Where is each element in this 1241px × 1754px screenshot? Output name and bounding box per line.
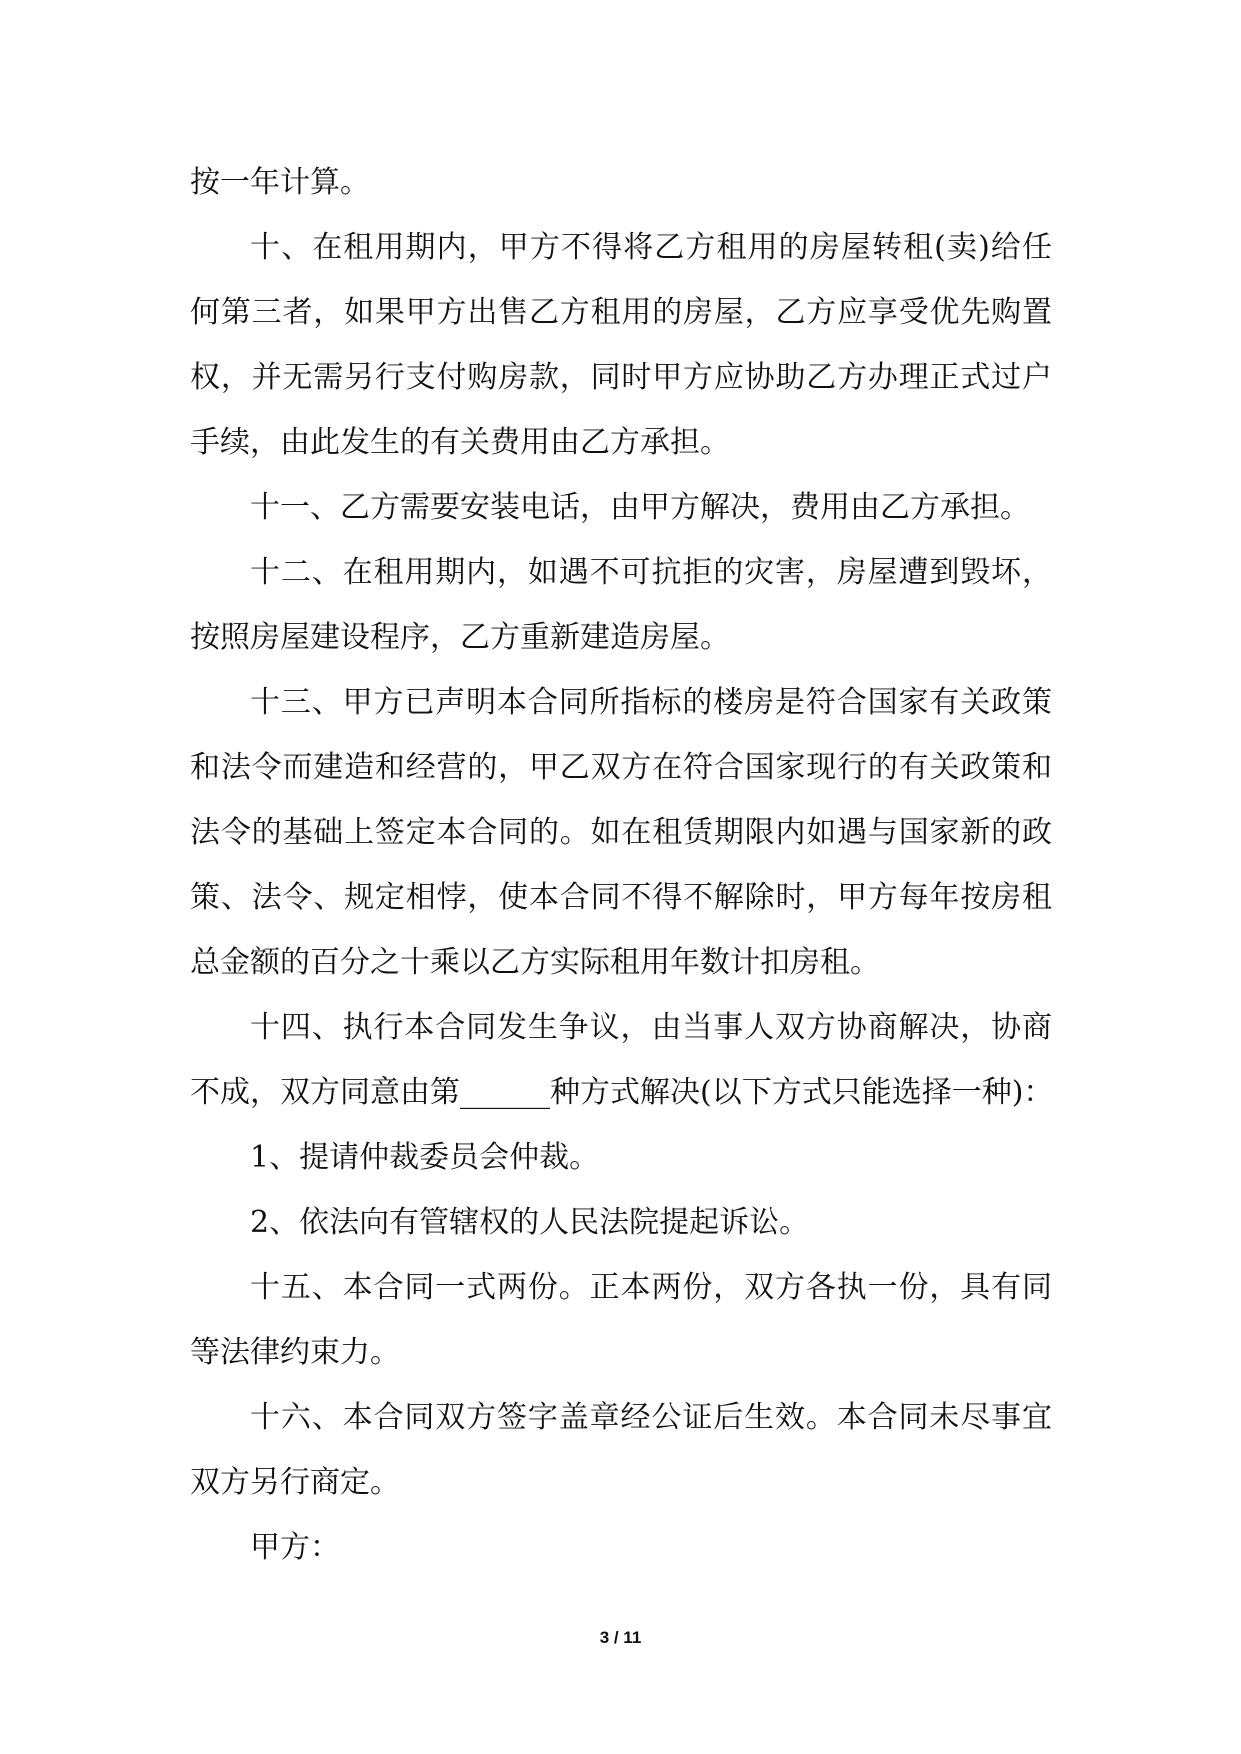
- text-line: 十六、本合同双方签字盖章经公证后生效。本合同未尽事宜: [250, 1400, 1052, 1435]
- text-line: 策、法令、规定相悖，使本合同不得不解除时，甲方每年按房租: [190, 880, 1052, 915]
- text-line: 1、提请仲裁委员会仲裁。: [250, 1140, 600, 1175]
- text-line: 2、依法向有管辖权的人民法院提起诉讼。: [250, 1205, 810, 1240]
- contract-body: [190, 150, 1052, 1580]
- text-line: 按照房屋建设程序，乙方重新建造房屋。: [190, 620, 730, 655]
- text-line: 双方另行商定。: [190, 1465, 400, 1500]
- text-line: 何第三者，如果甲方出售乙方租用的房屋，乙方应享受优先购置: [190, 295, 1052, 330]
- text-line: 十三、甲方已声明本合同所指标的楼房是符合国家有关政策: [250, 685, 1052, 720]
- text-line: 和法令而建造和经营的，甲乙双方在符合国家现行的有关政策和: [190, 750, 1052, 785]
- text-line: 手续，由此发生的有关费用由乙方承担。: [190, 425, 730, 460]
- text-line: 十四、执行本合同发生争议，由当事人双方协商解决，协商: [250, 1010, 1052, 1045]
- text-line: 十五、本合同一式两份。正本两份，双方各执一份，具有同: [250, 1270, 1052, 1305]
- text-line: 总金额的百分之十乘以乙方实际租用年数计扣房租。: [190, 945, 880, 980]
- text-line: 按一年计算。: [190, 165, 370, 200]
- text-line: 权，并无需另行支付购房款，同时甲方应协助乙方办理正式过户: [190, 360, 1052, 395]
- text-line: 甲方：: [250, 1530, 340, 1565]
- text-line: 等法律约束力。: [190, 1335, 400, 1370]
- page-number: 3 / 11: [599, 1628, 642, 1647]
- text-line: 法令的基础上签定本合同的。如在租赁期限内如遇与国家新的政: [190, 815, 1052, 850]
- text-line: 不成，双方同意由第______种方式解决(以下方式只能选择一种)：: [190, 1075, 1054, 1110]
- text-line: 十一、乙方需要安装电话，由甲方解决，费用由乙方承担。: [250, 490, 1030, 525]
- text-line: 十二、在租用期内，如遇不可抗拒的灾害，房屋遭到毁坏，: [250, 555, 1052, 590]
- text-line: 十、在租用期内，甲方不得将乙方租用的房屋转租(卖)给任: [250, 230, 1052, 265]
